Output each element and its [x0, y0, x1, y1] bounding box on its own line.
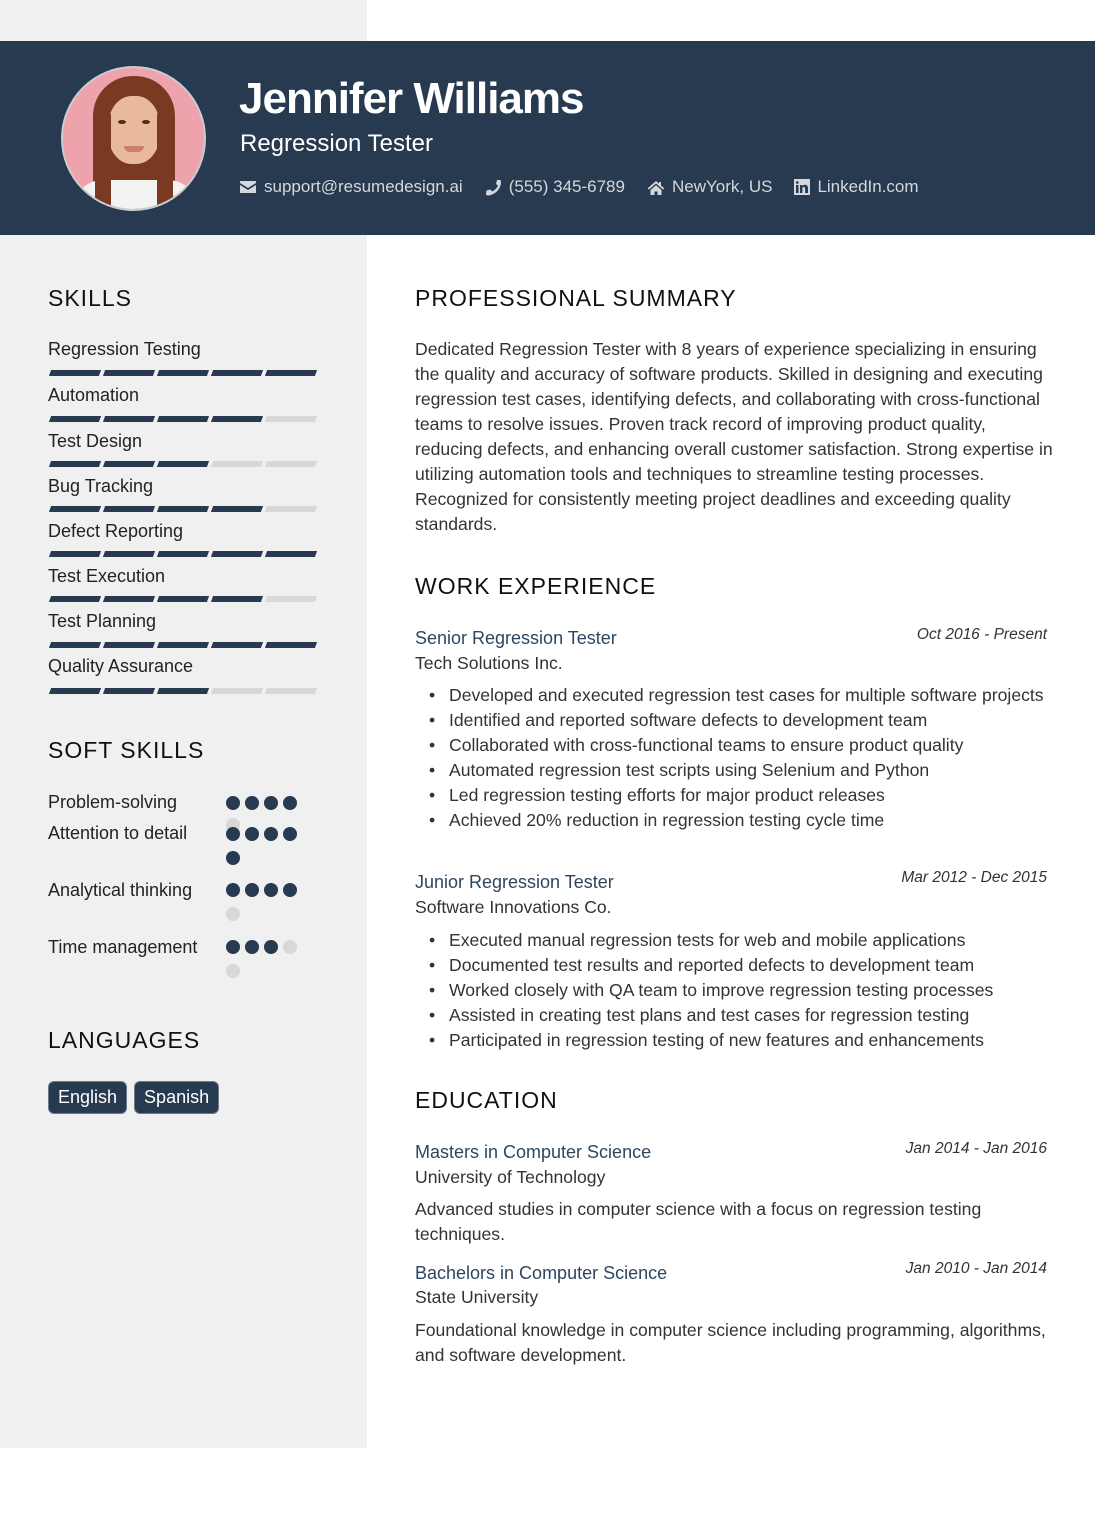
contact-location-text: NewYork, US [671, 177, 773, 196]
job-dates: Mar 2012 - Dec 2015 [901, 869, 1047, 886]
job-company: Software Innovations Co. [415, 897, 612, 917]
education-dates: Jan 2014 - Jan 2016 [905, 1140, 1047, 1157]
skill-name: Test Design [48, 431, 143, 451]
job-bullet: • Executed manual regression tests for web and mobile applications [449, 928, 1049, 953]
summary-text: Dedicated Regression Tester with 8 years of experience specializing in ensuring the quality and accuracy of software products. Skilled in designing and executing regression test cases, identifying defects, and collaborating with cross-functional teams to resolve issues. Proven track record of improving product quality, reducing defects, and enhancing overall customer satisfaction. Strong expertise in utilizing automation tools and techniques to streamline testing processes. Recognized for consistently meeting project deadlines and exceeding quality standards. [415, 339, 1053, 534]
contact-email[interactable] [239, 177, 463, 197]
education-heading: EDUCATION [415, 1087, 558, 1113]
skill-rating-bar [50, 506, 320, 512]
job-title: Senior Regression Tester [415, 628, 617, 648]
contact-linkedin-text: LinkedIn.com [817, 177, 919, 196]
language-badge: English [48, 1081, 127, 1114]
job-bullets [449, 928, 1049, 1053]
summary-heading: PROFESSIONAL SUMMARY [415, 285, 737, 311]
job-bullet: • Worked closely with QA team to improve regression testing processes [449, 978, 1049, 1003]
avatar-hair-right [157, 108, 173, 211]
avatar-eye-left [118, 120, 126, 124]
soft-skill-name: Time management [48, 937, 198, 957]
soft-skill-rating [226, 940, 306, 988]
job-company: Tech Solutions Inc. [415, 653, 563, 673]
skill-rating-bar [50, 551, 320, 557]
language-badge: Spanish [134, 1081, 219, 1114]
skill-rating-bar [50, 461, 320, 467]
skill-rating-bar [50, 370, 320, 376]
languages-heading: LANGUAGES [48, 1027, 201, 1053]
degree-title: Masters in Computer Science [415, 1142, 652, 1162]
contact-linkedin[interactable] [794, 177, 918, 197]
soft-skill-name: Analytical thinking [48, 880, 193, 900]
skill-name: Test Planning [48, 611, 157, 631]
skill-name: Regression Testing [48, 339, 201, 359]
experience-heading: WORK EXPERIENCE [415, 573, 657, 599]
language-list [48, 1081, 226, 1114]
skill-name: Quality Assurance [48, 656, 194, 676]
job-title: Junior Regression Tester [415, 872, 614, 892]
skill-name: Bug Tracking [48, 476, 154, 496]
job-bullets [449, 683, 1049, 833]
phone-icon [485, 179, 502, 196]
skill-name: Defect Reporting [48, 521, 184, 541]
skill-name: Test Execution [48, 566, 166, 586]
job-bullet: • Participated in regression testing of new features and enhancements [449, 1028, 1049, 1053]
contact-location [647, 177, 772, 197]
school-name: University of Technology [415, 1167, 606, 1187]
avatar-eye-right [142, 120, 150, 124]
education-description: Advanced studies in computer science with a focus on regression testing techniques. [415, 1199, 982, 1244]
avatar-hair-left [95, 108, 111, 211]
education-dates: Jan 2010 - Jan 2014 [905, 1260, 1047, 1277]
job-bullet: • Led regression testing efforts for major product releases [449, 783, 1049, 808]
candidate-name: Jennifer Williams [239, 74, 584, 123]
contact-phone[interactable] [485, 177, 625, 197]
job-dates: Oct 2016 - Present [916, 626, 1047, 643]
skill-rating-bar [50, 642, 320, 648]
home-icon [647, 180, 665, 195]
degree-title: Bachelors in Computer Science [415, 1263, 668, 1283]
job-bullet: • Achieved 20% reduction in regression testing cycle time [449, 808, 1049, 833]
skills-heading: SKILLS [48, 285, 132, 311]
skill-name: Automation [48, 385, 140, 405]
school-name: State University [415, 1287, 539, 1307]
skill-rating-bar [50, 596, 320, 602]
soft-skill-name: Problem-solving [48, 792, 178, 812]
avatar-mouth [124, 146, 144, 152]
job-bullet: • Developed and executed regression test cases for multiple software projects [449, 683, 1049, 708]
soft-skill-rating [226, 827, 306, 875]
skill-rating-bar [50, 416, 320, 422]
job-bullet: • Assisted in creating test plans and test cases for regression testing [449, 1003, 1049, 1028]
job-bullet: • Collaborated with cross-functional teams to ensure product quality [449, 733, 1049, 758]
job-bullet: • Documented test results and reported defects to development team [449, 953, 1049, 978]
job-bullet: • Automated regression test scripts using Selenium and Python [449, 758, 1049, 783]
skill-rating-bar [50, 688, 320, 694]
soft-skill-rating [226, 883, 306, 931]
soft-skill-name: Attention to detail [48, 823, 188, 843]
contact-phone-text: (555) 345-6789 [508, 177, 625, 196]
contact-email-text: support@resumedesign.ai [264, 177, 463, 196]
candidate-title: Regression Tester [240, 130, 433, 157]
avatar-shirt [73, 180, 198, 211]
linkedin-icon [794, 179, 810, 195]
envelope-icon [239, 180, 257, 194]
avatar [61, 66, 206, 211]
education-description: Foundational knowledge in computer science including programming, algorithms, and software development. [415, 1320, 1046, 1365]
job-bullet: • Identified and reported software defects to development team [449, 708, 1049, 733]
avatar-face [108, 96, 160, 164]
soft-skills-heading: SOFT SKILLS [48, 737, 205, 763]
contact-bar [239, 177, 941, 197]
